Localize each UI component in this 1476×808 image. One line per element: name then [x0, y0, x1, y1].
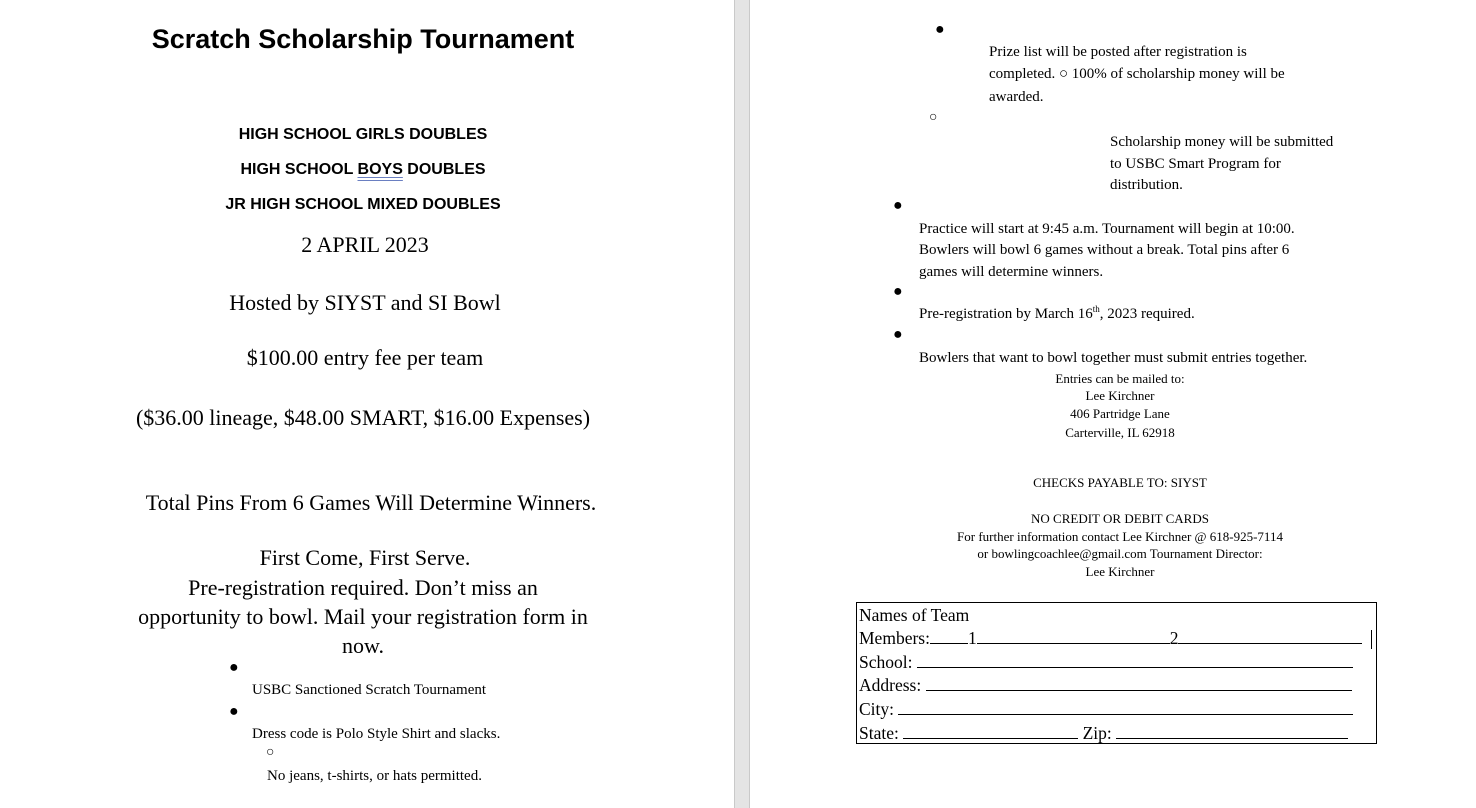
address-row[interactable] — [859, 674, 1352, 696]
bullet-icon: ● — [893, 197, 903, 214]
prereg-ordinal: th — [1092, 304, 1100, 314]
bullet-icon: ● — [893, 326, 903, 343]
address-label: Address: — [859, 675, 922, 695]
prize-line-2: completed. ○ 100% of scholarship money will be — [989, 66, 1285, 82]
division-boys-word: BOYS — [357, 161, 403, 178]
mail-line-1: Entries can be mailed to: — [1055, 371, 1185, 386]
member-2-label: 2 — [1169, 628, 1179, 648]
entry-fee: $100.00 entry fee per team — [246, 345, 484, 370]
scholarship-line-1: Scholarship money will be submitted — [1110, 134, 1334, 150]
bullet-usbc-sanctioned: USBC Sanctioned Scratch Tournament — [252, 682, 487, 698]
preregistration-deadline — [919, 304, 1195, 326]
school-label: School: — [859, 652, 913, 672]
page-gap — [734, 0, 750, 808]
document-title: Scratch Scholarship Tournament — [151, 24, 575, 54]
members-label: Members: — [859, 628, 930, 648]
page-edge-left — [734, 0, 735, 808]
zip-label: Zip: — [1082, 723, 1112, 743]
document-page-right — [750, 0, 1476, 808]
total-pins-note: Total Pins From 6 Games Will Determine Winners. — [145, 490, 597, 515]
fee-breakdown: ($36.00 lineage, $48.00 SMART, $16.00 Expenses) — [135, 405, 591, 430]
first-come-line-3: opportunity to bowl. Mail your registration form in — [138, 604, 588, 629]
contact-line-1: NO CREDIT OR DEBIT CARDS — [1031, 511, 1209, 526]
contact-line-4: Lee Kirchner — [1085, 564, 1155, 579]
bullet-dress-code: Dress code is Polo Style Shirt and slacks. — [252, 726, 501, 742]
bullet-icon: ● — [229, 659, 239, 676]
prize-line-1: Prize list will be posted after registration is — [989, 44, 1247, 60]
scholarship-line-2: to USBC Smart Program for — [1110, 156, 1281, 172]
city-row[interactable] — [859, 698, 1353, 720]
division-boys-suffix: DOUBLES — [402, 161, 486, 178]
first-come-line-2: Pre-registration required. Don’t miss an — [188, 575, 538, 600]
registration-form — [856, 602, 1377, 744]
scholarship-line-3: distribution. — [1110, 177, 1183, 193]
mail-line-2: Lee Kirchner — [1085, 388, 1155, 403]
sub-bullet-no-jeans: No jeans, t-shirts, or hats permitted. — [267, 768, 482, 784]
division-boys — [0, 161, 726, 179]
team-names-label: Names of Team — [859, 605, 970, 625]
contact-line-3: or bowlingcoachlee@gmail.com Tournament Director: — [977, 546, 1263, 561]
school-field[interactable] — [917, 651, 1353, 668]
state-label: State: — [859, 723, 899, 743]
hosted-by: Hosted by SIYST and SI Bowl — [229, 290, 501, 315]
member-1-label: 1 — [967, 628, 977, 648]
mail-line-3: 406 Partridge Lane — [1070, 406, 1170, 421]
address-field[interactable] — [926, 674, 1352, 691]
tournament-date: 2 APRIL 2023 — [301, 232, 429, 257]
text-cursor — [1371, 630, 1372, 649]
member-2-field[interactable] — [1178, 627, 1362, 644]
circle-bullet-icon: ○ — [929, 110, 938, 125]
members-blank[interactable] — [930, 627, 968, 644]
mail-line-4: Carterville, IL 62918 — [1065, 425, 1175, 440]
school-row[interactable] — [859, 651, 1353, 673]
member-1-field[interactable] — [977, 627, 1170, 644]
practice-line-2: Bowlers will bowl 6 games without a break. Total pins after 6 — [919, 242, 1290, 258]
bullet-icon: ● — [229, 703, 239, 720]
division-boys-prefix: HIGH SCHOOL — [240, 161, 358, 178]
practice-line-1: Practice will start at 9:45 a.m. Tournament will begin at 10:00. — [919, 221, 1295, 237]
division-girls: HIGH SCHOOL GIRLS DOUBLES — [238, 126, 488, 143]
state-field[interactable] — [903, 722, 1078, 739]
bowl-together-note: Bowlers that want to bowl together must submit entries together. — [919, 350, 1308, 366]
practice-line-3: games will determine winners. — [919, 264, 1104, 280]
circle-bullet-icon: ○ — [266, 745, 275, 760]
zip-field[interactable] — [1116, 722, 1348, 739]
bullet-icon: ● — [893, 283, 903, 300]
first-come-line-1: First Come, First Serve. — [259, 545, 471, 570]
prereg-text-end: , 2023 required. — [1099, 306, 1195, 322]
document-page-left — [0, 0, 734, 808]
checks-payable: CHECKS PAYABLE TO: SIYST — [1033, 475, 1207, 490]
members-row[interactable] — [859, 627, 1362, 649]
state-zip-row[interactable] — [859, 722, 1348, 744]
prereg-text: Pre-registration by March 16 — [919, 306, 1093, 322]
prize-line-3: awarded. — [989, 89, 1044, 105]
contact-line-2: For further information contact Lee Kirchner @ 618-925-7114 — [957, 529, 1283, 544]
bullet-icon: ● — [935, 21, 945, 38]
first-come-line-4: now. — [342, 633, 384, 658]
division-jr-high: JR HIGH SCHOOL MIXED DOUBLES — [225, 196, 501, 213]
city-field[interactable] — [898, 698, 1353, 715]
city-label: City: — [859, 699, 895, 719]
